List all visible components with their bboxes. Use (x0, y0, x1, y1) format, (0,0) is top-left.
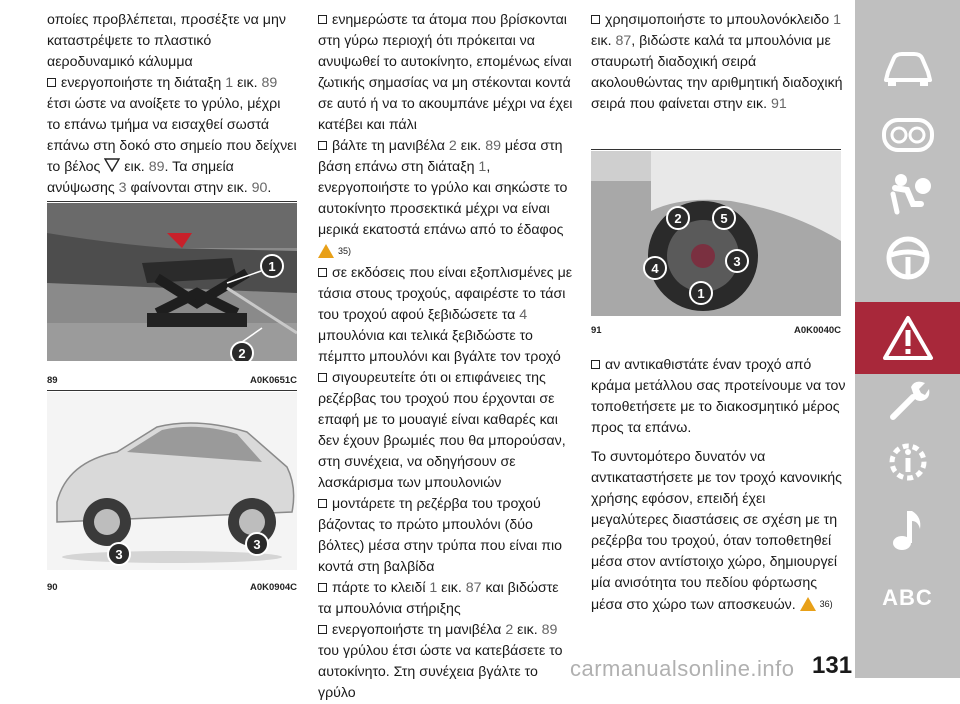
column-2 (318, 10, 573, 704)
page-number: 131 (812, 652, 853, 679)
callout-label: 2 (674, 211, 682, 226)
car-side-illustration (47, 392, 297, 570)
jack-illustration (47, 203, 297, 361)
warning-triangle-icon (318, 244, 334, 258)
watermark: carmanualsonline.info (570, 656, 795, 681)
checkbox-bullet-icon (318, 373, 327, 382)
checkbox-bullet-icon (318, 141, 327, 150)
chapter-sidebar (855, 0, 960, 678)
figure-code: A0K0651C (250, 375, 297, 386)
list-item: ενεργοποιήστε τη μανιβέλα 2 εικ. 89 του γρύλου έτσι ώστε να κατεβάσετε το αυτοκίνητο. Στη συνέχεια βγάλτε το γρύλο (318, 622, 563, 701)
list-item: σε εκδόσεις που είναι εξοπλισμένες με τάσια στους τροχούς, αφαιρέστε το τάσι του τροχού αφού ξεβιδώσετε τα 4 μπουλόνια και τελικά ξεβιδώστε το πέμπτο μπουλόνι και βγάλτε τον τροχό (318, 265, 573, 365)
figure-91-caption (591, 325, 841, 336)
figure-code: A0K0040C (794, 325, 841, 336)
figure-90-car-image (47, 392, 297, 570)
checkbox-bullet-icon (47, 78, 56, 87)
airbag-person-icon (883, 172, 933, 218)
list-item: μοντάρετε τη ρεζέρβα του τροχού βάζοντας το πρώτο μπουλόνι (δύο βόλτες) μέσα στην τρύπα που είναι πιο κοντά στη βαλβίδα (318, 496, 563, 575)
checkbox-bullet-icon (591, 15, 600, 24)
warning-triangle-icon (882, 315, 934, 361)
sidebar-item-dashboard[interactable] (855, 105, 960, 165)
paragraph: Το συντομότερο δυνατόν να αντικαταστήσετε με τον τροχό κανονικής χρήσης εφόσον, επειδή έχει μεγαλύτερες διαστάσεις σε σχέση με τη ρεζέρβα του τροχού, όταν τοποθετηθεί μέσα στον αντίστοιχο χώρο, δημιουργεί μία ανισότητα του πεδίου φόρτωσης μέσα στο χώρο των αποσκευών. 36) (591, 449, 843, 613)
callout-label: 1 (697, 286, 705, 301)
wheel-bolts-illustration (591, 151, 841, 316)
dashboard-icon (881, 117, 935, 153)
gear-info-icon (883, 437, 933, 487)
list-item: βάλτε τη μανιβέλα 2 εικ. 89 μέσα στη βάση επάνω στη διάταξη 1, ενεργοποιήστε το γρύλο και σηκώστε το αυτοκίνητο προσεκτικά μέχρι να είναι μερικά εκατοστά επάνω από το έδαφος 35) (318, 138, 568, 256)
figure-number: 89 (47, 375, 58, 386)
sidebar-item-maintenance[interactable] (855, 370, 960, 430)
list-item: σιγουρευτείτε ότι οι επιφάνειες της ρεζέρβας του τροχού που έρχονται σε επαφή με το μουαγιέ είναι καθαρές και δεν έχουν βρωμιές που θα μπορούσαν, στη συνέχεια, να οδηγήσουν σε λασκάρισμα των μπουλονιών (318, 370, 566, 491)
wrench-icon (885, 377, 931, 423)
figure-number: 90 (47, 582, 58, 593)
sidebar-item-multimedia[interactable] (855, 500, 960, 560)
list-item: χρησιμοποιήστε το μπουλονόκλειδο 1 εικ. 87, βιδώστε καλά τα μπουλόνια με σταυρωτή διαδοχική σειρά ακολουθώντας την αριθμητική διαδοχική σειρά που φαίνεται στην εικ. 91 (591, 12, 843, 112)
list-item: ενεργοποιήστε τη διάταξη 1 εικ. 89 έτσι ώστε να ανοίξετε το γρύλο, μέχρι το επάνω τμήμα να εισαχθεί σωστά επάνω στη δοκό στο σημείο που δείχνει το βέλος εικ. 89. Τα σημεία ανύψωσης 3 φαίνονται στην εικ. 90. (47, 75, 297, 196)
figure-rule (47, 390, 297, 391)
sidebar-item-emergency[interactable] (855, 302, 960, 374)
index-abc-label: ABC (882, 585, 933, 610)
music-note-icon (890, 507, 926, 553)
list-item: αν αντικαθιστάτε έναν τροχό από κράμα μετάλλου σας προτείνουμε να τον τοποθετήσετε με το διακοσμητικό μέρος προς τα επάνω. (591, 357, 846, 436)
figure-code: A0K0904C (250, 582, 297, 593)
checkbox-bullet-icon (318, 625, 327, 634)
checkbox-bullet-icon (318, 15, 327, 24)
callout-3b-label: 3 (253, 537, 261, 552)
column-3 (591, 10, 846, 115)
column-1 (47, 10, 297, 199)
figure-90-caption (47, 582, 297, 593)
checkbox-bullet-icon (318, 268, 327, 277)
callout-3a-label: 3 (115, 547, 123, 562)
checkbox-bullet-icon (318, 499, 327, 508)
sidebar-item-car[interactable] (855, 40, 960, 100)
sidebar-item-technical[interactable] (855, 432, 960, 492)
figure-89-jack-image (47, 203, 297, 361)
callout-label: 3 (733, 254, 741, 269)
list-item: ενημερώστε τα άτομα που βρίσκονται στη γύρω περιοχή ότι πρόκειται να ανυψωθεί το αυτοκίνητο, επομένως είναι ζωτικής σημασίας να μη στέκονται κοντά σε αυτό ή να το ακουμπάνε μέχρι να έχει κατέβει και πάλι (318, 12, 573, 133)
figure-number: 91 (591, 325, 602, 336)
car-icon (882, 50, 934, 90)
sidebar-item-driving[interactable] (855, 228, 960, 288)
callout-2-label: 2 (238, 346, 246, 361)
paragraph: οποίες προβλέπεται, προσέξτε να μην καταστρέψετε το πλαστικό αεροδυναμικό κάλυμμα (47, 12, 286, 70)
checkbox-bullet-icon (318, 583, 327, 592)
figure-91-wheel-image (591, 151, 841, 316)
column-3-lower (591, 355, 846, 616)
arrow-down-triangle-icon (104, 158, 120, 172)
footnote-ref[interactable]: 35) (338, 246, 352, 256)
callout-1-label: 1 (268, 259, 276, 274)
figure-rule (591, 149, 841, 150)
sidebar-item-safety[interactable] (855, 165, 960, 225)
list-item: πάρτε το κλειδί 1 εικ. 87 και βιδώστε τα μπουλόνια στήριξης (318, 580, 559, 617)
callout-label: 5 (720, 211, 728, 226)
warning-triangle-icon (800, 597, 816, 611)
checkbox-bullet-icon (591, 360, 600, 369)
steering-wheel-icon (885, 235, 931, 281)
figure-rule (47, 201, 297, 202)
footnote-ref[interactable]: 36) (819, 599, 833, 609)
callout-label: 4 (651, 261, 659, 276)
figure-89-caption (47, 375, 297, 386)
sidebar-item-index[interactable] (855, 568, 960, 628)
